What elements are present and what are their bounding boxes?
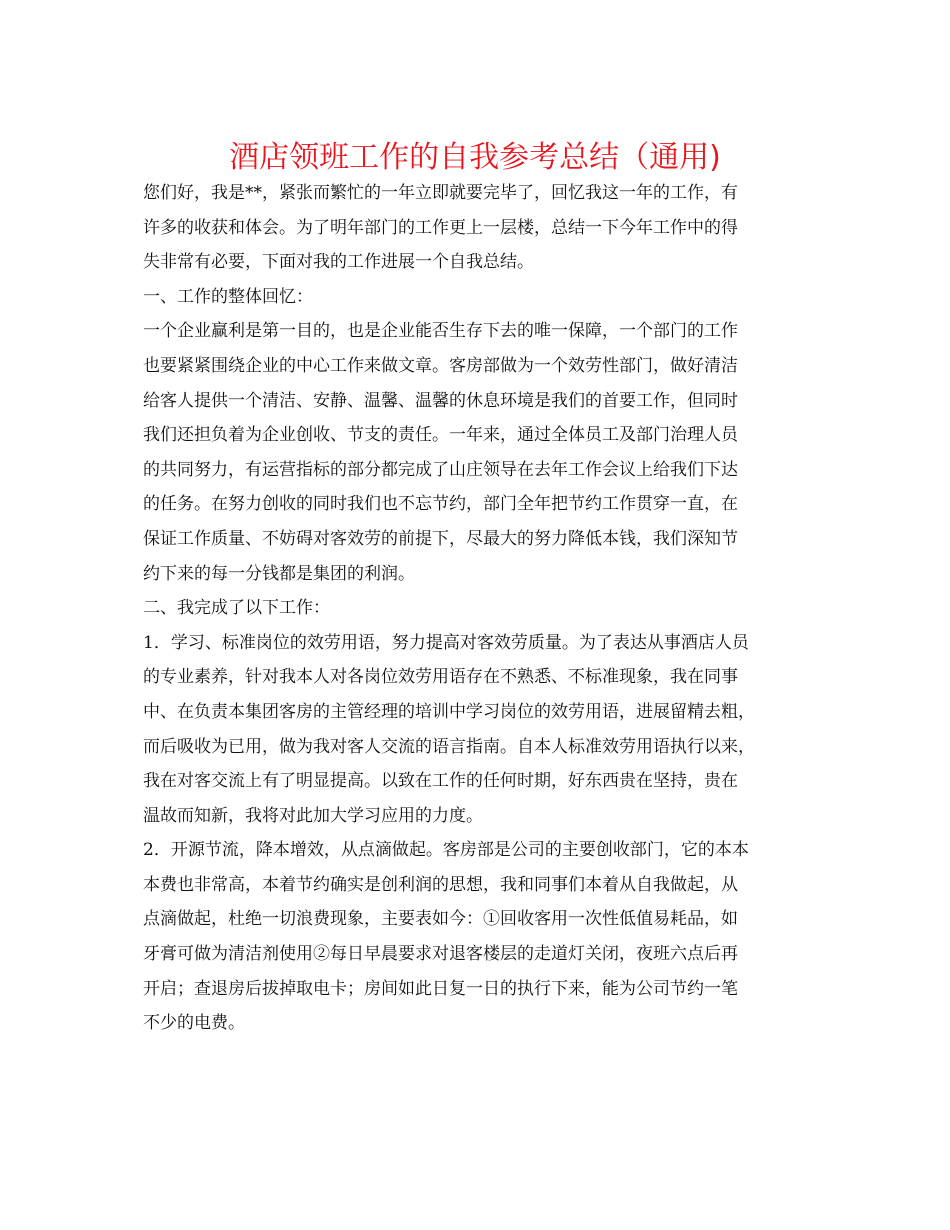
body-line: 开启；查退房后拔掉取电卡；房间如此日复一日的执行下来，能为公司节约一笔	[143, 978, 738, 999]
body-line: 中、在负责本集团客房的主管经理的培训中学习岗位的效劳用语，进展留精去粗，	[143, 701, 755, 722]
body-line: 我们还担负着为企业创收、节支的责任。一年来，通过全体员工及部门治理人员	[143, 425, 738, 446]
body-line: 也要紧紧围绕企业的中心工作来做文章。客房部做为一个效劳性部门，做好清洁	[143, 355, 738, 376]
section-heading: 二、我完成了以下工作：	[143, 598, 330, 619]
body-line: 本费也非常高，本着节约确实是创利润的思想，我和同事们本着从自我做起，从	[143, 874, 738, 895]
body-line: 1．学习、标准岗位的效劳用语，努力提高对客效劳质量。为了表达从事酒店人员	[143, 632, 749, 653]
body-line: 约下来的每一分钱都是集团的利润。	[143, 563, 415, 584]
section-heading: 一、工作的整体回忆：	[143, 286, 313, 307]
body-line: 牙膏可做为清洁剂使用②每日早晨要求对退客楼层的走道灯关闭，夜班六点后再	[143, 944, 738, 965]
body-line: 一个企业赢利是第一目的，也是企业能否生存下去的唯一保障，一个部门的工作	[143, 321, 738, 342]
body-line: 失非常有必要，下面对我的工作进展一个自我总结。	[143, 252, 534, 273]
body-line: 保证工作质量、不妨碍对客效劳的前提下，尽最大的努力降低本钱，我们深知节	[143, 528, 738, 549]
document-body	[143, 176, 813, 1041]
body-line: 我在对客交流上有了明显提高。以致在工作的任何时期，好东西贵在坚持，贵在	[143, 771, 738, 792]
body-line: 而后吸收为已用，做为我对客人交流的语言指南。自本人标准效劳用语执行以来，	[143, 736, 755, 757]
body-line: 的专业素养，针对我本人对各岗位效劳用语存在不熟悉、不标准现象，我在同事	[143, 667, 738, 688]
body-line: 您们好，我是**，紧张而繁忙的一年立即就要完毕了，回忆我这一年的工作，有	[143, 183, 738, 203]
body-line: 温故而知新，我将对此加大学习应用的力度。	[143, 805, 483, 826]
body-line: 的共同努力，有运营指标的部分都完成了山庄领导在去年工作会议上给我们下达	[143, 459, 738, 480]
document-title: 酒店领班工作的自我参考总结（通用)	[229, 140, 721, 175]
body-line: 2．开源节流，降本增效，从点滴做起。客房部是公司的主要创收部门，它的本本	[143, 840, 749, 861]
body-line: 点滴做起，杜绝一切浪费现象，主要表如今：①回收客用一次性低值易耗品，如	[143, 909, 738, 930]
body-line: 许多的收获和体会。为了明年部门的工作更上一层楼，总结一下今年工作中的得	[143, 217, 738, 238]
body-line: 给客人提供一个清洁、安静、温馨、温馨的休息环境是我们的首要工作，但同时	[143, 390, 738, 411]
body-line: 不少的电费。	[143, 1013, 245, 1034]
body-line: 的任务。在努力创收的同时我们也不忘节约，部门全年把节约工作贯穿一直，在	[143, 494, 738, 515]
